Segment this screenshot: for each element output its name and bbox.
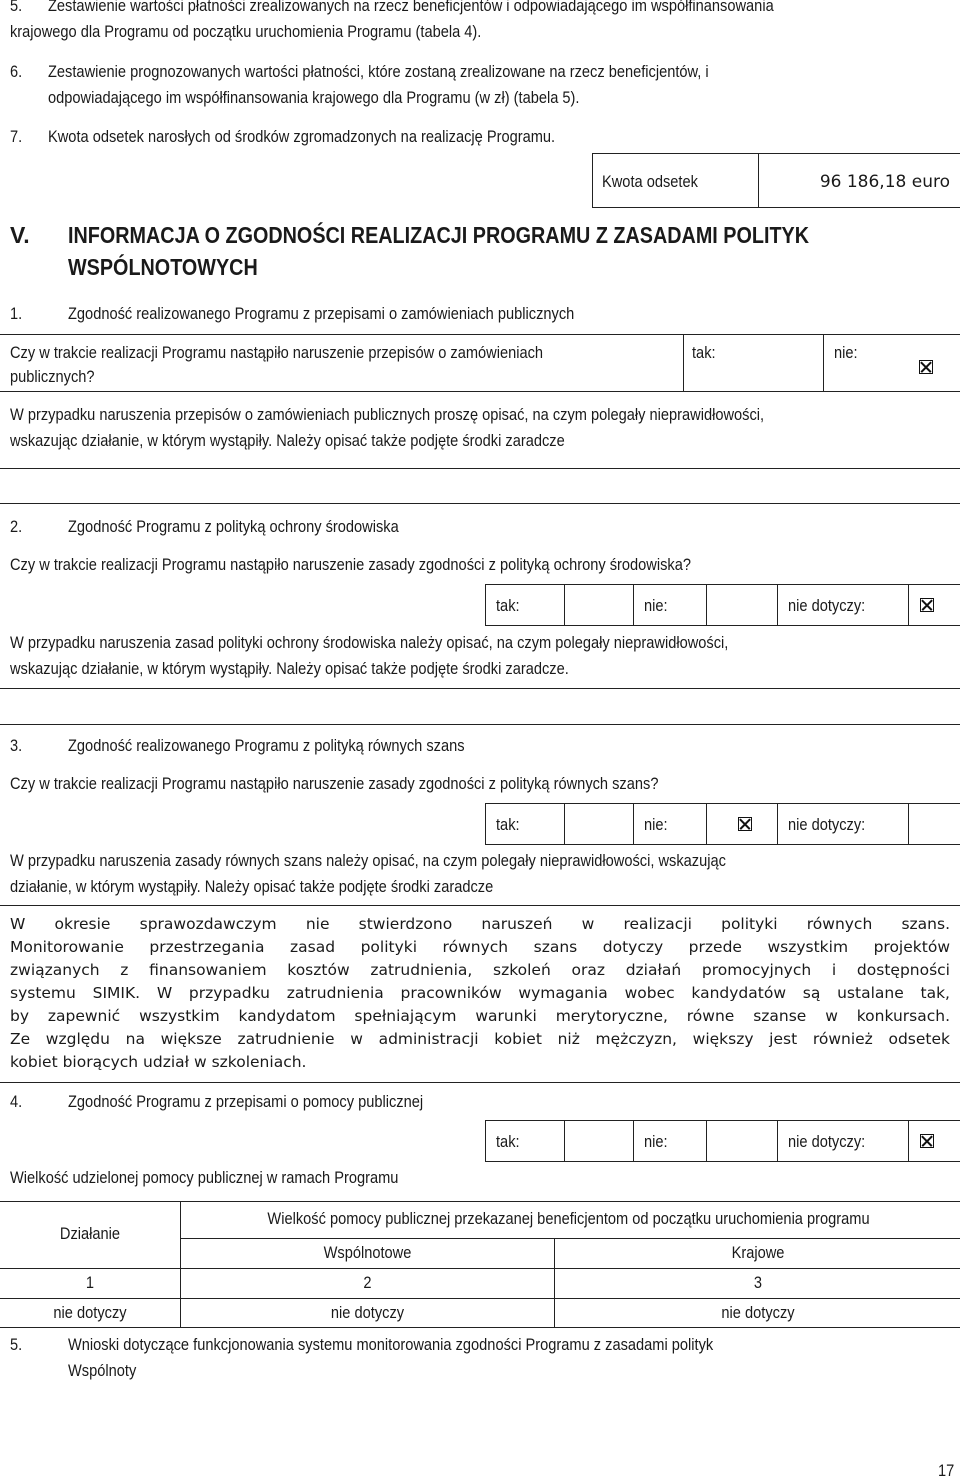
s1-question-cell: [0, 334, 684, 392]
answer-line: by zapewnić wszystkim kandydatom spełniającym warunki merytoryczne, równe szanse w konkursach.: [10, 1007, 950, 1025]
s3-nie-label: nie:: [644, 815, 668, 834]
table-cell: [180, 1298, 555, 1328]
s4-nie-label: nie:: [644, 1132, 668, 1151]
cell-text: 2: [363, 1273, 372, 1292]
s2-description: W przypadku naruszenia zasad polityki ochrony środowiska należy opisać, na czym polegały nieprawidłowości,: [10, 633, 729, 652]
s3-tak-box[interactable]: [564, 803, 634, 845]
s4-tak-cell: [485, 1120, 565, 1162]
table-cell: [0, 1268, 181, 1299]
s2-nie-box[interactable]: [706, 584, 778, 626]
s4-nd-cell: [777, 1120, 909, 1162]
s3-description: W przypadku naruszenia zasady równych szans należy opisać, na czym polegały nieprawidłowości, wskazując: [10, 851, 726, 870]
answer-line: systemu SIMIK. W przypadku zatrudnienia pracowników wymagania wobec kandydatów są ustalane tak,: [10, 984, 950, 1002]
item-number: 7.: [10, 127, 23, 146]
cell-text: 1: [85, 1273, 95, 1292]
table-cell: [180, 1268, 555, 1299]
s2-tak-box[interactable]: [564, 584, 634, 626]
item-number: 5.: [10, 0, 23, 15]
th-group-label: Wielkość pomocy publicznej przekazanej beneficjentom od początku uruchomienia programu: [267, 1209, 870, 1228]
s2-tak-cell: [485, 584, 565, 626]
s4-title: Zgodność Programu z przepisami o pomocy publicznej: [68, 1092, 424, 1111]
s4-tak-box[interactable]: [564, 1120, 634, 1162]
cell-text: nie dotyczy: [721, 1303, 795, 1322]
s1-description: W przypadku naruszenia przepisów o zamówieniach publicznych proszę opisać, na czym polegały nieprawidłowości,: [10, 405, 765, 424]
s1-nie-checkbox[interactable]: [919, 359, 933, 379]
interest-value: 96 186,18 euro: [819, 172, 950, 192]
s3-nd-label: nie dotyczy:: [788, 815, 866, 834]
answer-line: związanych z finansowaniem kosztów zatrudnienia, szkoleń oraz działań promocyjnych i dostępności: [10, 961, 950, 979]
s3-tak-label: tak:: [496, 815, 520, 834]
checked-x-icon: [919, 360, 933, 374]
answer-line: Monitorowanie przestrzegania zasad polityki równych szans dotyczy przede wszystkim projektów: [10, 938, 950, 956]
s2-question: Czy w trakcie realizacji Programu nastąpiło naruszenie zasady zgodności z polityką ochrony środowiska?: [10, 555, 691, 574]
interest-label: Kwota odsetek: [602, 172, 698, 191]
th-krajowe: [554, 1238, 960, 1269]
s3-tak-cell: [485, 803, 565, 845]
s2-nd-cell: [777, 584, 909, 626]
s1-tak-label: tak:: [692, 343, 716, 362]
s4-tak-label: tak:: [496, 1132, 520, 1151]
item-text: odpowiadającego im współfinansowania krajowego dla Programu (w zł) (tabela 5).: [48, 88, 580, 107]
s1-tak-cell: [683, 334, 824, 392]
s5-title: Wspólnoty: [68, 1361, 137, 1380]
s1-title: Zgodność realizowanego Programu z przepisami o zamówieniach publicznych: [68, 304, 575, 323]
s4-nd-label: nie dotyczy:: [788, 1132, 866, 1151]
item-text: Kwota odsetek narosłych od środków zgromadzonych na realizację Programu.: [48, 127, 556, 146]
section-number: V.: [10, 222, 30, 248]
checked-x-icon: [920, 1133, 934, 1153]
s1-answer-box[interactable]: [0, 468, 960, 504]
s2-nd-box[interactable]: [908, 584, 960, 626]
checked-x-icon: [920, 597, 934, 617]
s3-nie-box[interactable]: [706, 803, 778, 845]
s2-description: wskazując działanie, w którym wystąpiły. Należy opisać także podjęte środki zaradcze.: [10, 659, 569, 678]
th-wspolnotowe-label: Wspólnotowe: [323, 1243, 412, 1262]
cell-text: nie dotyczy: [53, 1303, 127, 1322]
s3-question: Czy w trakcie realizacji Programu nastąpiło naruszenie zasady zgodności z polityką równych szans?: [10, 774, 659, 793]
answer-line: W okresie sprawozdawczym nie stwierdzono naruszeń w realizacji polityki równych szans.: [10, 915, 950, 933]
th-krajowe-label: Krajowe: [731, 1243, 785, 1262]
section-title: WSPÓLNOTOWYCH: [68, 254, 258, 280]
th-dzialanie-label: Działanie: [59, 1224, 121, 1243]
s3-answer-box: [0, 905, 960, 1083]
s2-title: Zgodność Programu z polityką ochrony środowiska: [68, 517, 399, 536]
s2-nd-label: nie dotyczy:: [788, 596, 866, 615]
s1-question: publicznych?: [10, 367, 95, 386]
item-text: krajowego dla Programu od początku uruchomienia Programu (tabela 4).: [10, 22, 482, 41]
s2-nie-label: nie:: [644, 596, 668, 615]
s2-nie-cell: [633, 584, 707, 626]
s2-number: 2.: [10, 517, 23, 536]
s4-nie-box[interactable]: [706, 1120, 778, 1162]
s3-nie-cell: [633, 803, 707, 845]
answer-line: Ze względu na większe zatrudnienie w administracji kobiet niż mężczyzn, większy jest również odsetek: [10, 1030, 950, 1048]
table-cell: [554, 1298, 960, 1328]
interest-label-cell: [592, 153, 759, 208]
table-cell: [0, 1298, 181, 1328]
s4-nie-cell: [633, 1120, 707, 1162]
s5-number: 5.: [10, 1335, 23, 1354]
s3-title: Zgodność realizowanego Programu z polityką równych szans: [68, 736, 465, 755]
interest-value-cell: [758, 153, 960, 208]
s1-question: Czy w trakcie realizacji Programu nastąpiło naruszenie przepisów o zamówieniach: [10, 343, 544, 362]
th-wspolnotowe: [180, 1238, 555, 1269]
s1-nie-cell: [823, 334, 960, 392]
s4-nd-box[interactable]: [908, 1120, 960, 1162]
s3-number: 3.: [10, 736, 23, 755]
answer-line: kobiet biorących udział w szkoleniach.: [10, 1053, 307, 1071]
s4-aid-label: Wielkość udzielonej pomocy publicznej w ramach Programu: [10, 1168, 399, 1187]
item-text: Zestawienie wartości płatności zrealizowanych na rzecz beneficjentów i odpowiadającego im współfinansowania: [48, 0, 774, 15]
checked-x-icon: [738, 816, 752, 836]
section-title: INFORMACJA O ZGODNOŚCI REALIZACJI PROGRAMU Z ZASADAMI POLITYK: [68, 222, 810, 248]
item-number: 6.: [10, 62, 23, 81]
s1-number: 1.: [10, 304, 23, 323]
s5-title: Wnioski dotyczące funkcjonowania systemu monitorowania zgodności Programu z zasadami polityk: [68, 1335, 714, 1354]
item-text: Zestawienie prognozowanych wartości płatności, które zostaną zrealizowane na rzecz beneficjentów, i: [48, 62, 709, 81]
s2-answer-box[interactable]: [0, 688, 960, 725]
page-number: 17: [938, 1461, 955, 1480]
s3-nd-box[interactable]: [908, 803, 960, 845]
s4-number: 4.: [10, 1092, 23, 1111]
cell-text: nie dotyczy: [330, 1303, 405, 1322]
s2-tak-label: tak:: [496, 596, 520, 615]
s3-nd-cell: [777, 803, 909, 845]
s1-nie-label: nie:: [834, 343, 858, 362]
s1-description: wskazując działanie, w którym wystąpiły. Należy opisać także podjęte środki zaradcze: [10, 431, 565, 450]
table-cell: [554, 1268, 960, 1299]
th-dzialanie: [0, 1201, 181, 1269]
cell-text: 3: [753, 1273, 763, 1292]
s3-description: działanie, w którym wystąpiły. Należy opisać także podjęte środki zaradcze: [10, 877, 494, 896]
th-group: [180, 1201, 960, 1239]
